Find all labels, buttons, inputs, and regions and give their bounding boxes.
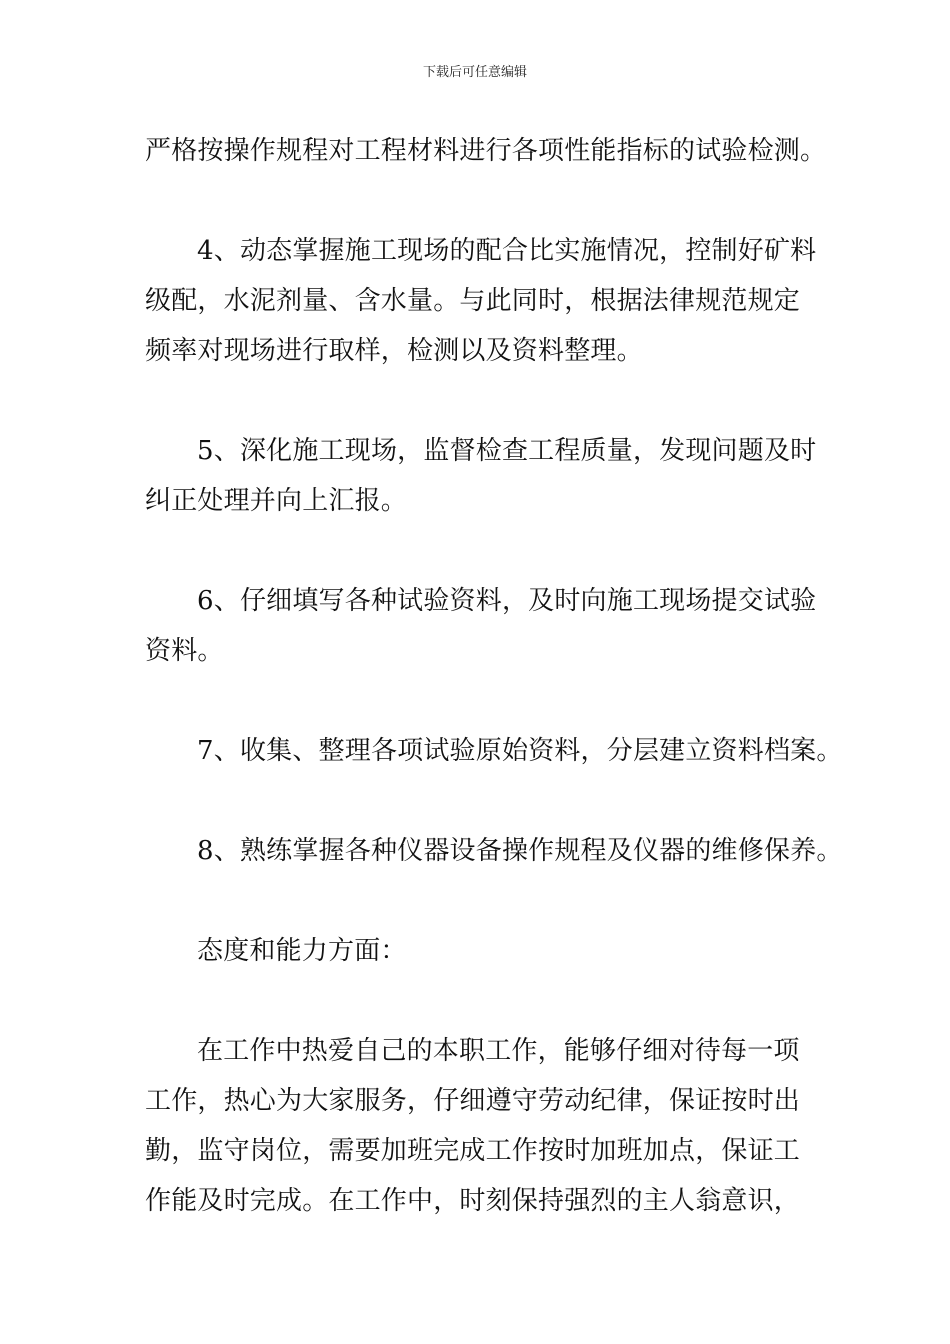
- paragraph-line: 作能及时完成。在工作中，时刻保持强烈的主人翁意识，: [145, 1186, 801, 1216]
- paragraph-line: 资料。: [145, 636, 224, 666]
- paragraph-line: 4、动态掌握施工现场的配合比实施情况，控制好矿料: [197, 236, 817, 266]
- paragraph-line: 勤，监守岗位，需要加班完成工作按时加班加点，保证工: [145, 1136, 801, 1166]
- paragraph-line: 严格按操作规程对工程材料进行各项性能指标的试验检测。: [145, 136, 827, 166]
- paragraph-line: 6、仔细填写各种试验资料，及时向施工现场提交试验: [197, 586, 817, 616]
- document-body: [145, 126, 843, 1226]
- paragraph-item-8: [145, 826, 843, 876]
- paragraph-gap: [145, 176, 810, 226]
- paragraph-gap: [145, 976, 810, 1026]
- paragraph-gap: [145, 876, 810, 926]
- paragraph-gap: [145, 376, 810, 426]
- paragraph-line: 级配，水泥剂量、含水量。与此同时，根据法律规范规定: [145, 286, 801, 316]
- header-note: 下载后可任意编辑: [422, 65, 527, 80]
- paragraph-gap: [145, 776, 810, 826]
- paragraph-line: 纠正处理并向上汇报。: [145, 486, 408, 516]
- paragraph-item-4: [145, 226, 817, 376]
- paragraph-continuation: [145, 126, 827, 176]
- section-heading: [145, 926, 810, 976]
- paragraph-gap: [145, 526, 810, 576]
- paragraph-line: 态度和能力方面：: [197, 936, 407, 966]
- paragraph-line: 5、深化施工现场，监督检查工程质量，发现问题及时: [197, 436, 817, 466]
- paragraph-line: 8、熟练掌握各种仪器设备操作规程及仪器的维修保养。: [197, 836, 843, 866]
- paragraph-attitude: [145, 1026, 810, 1226]
- paragraph-item-5: [145, 426, 817, 526]
- paragraph-item-7: [145, 726, 843, 776]
- paragraph-gap: [145, 676, 810, 726]
- paragraph-line: 7、收集、整理各项试验原始资料，分层建立资料档案。: [197, 736, 843, 766]
- paragraph-line: 工作，热心为大家服务，仔细遵守劳动纪律，保证按时出: [145, 1086, 801, 1116]
- paragraph-line: 频率对现场进行取样，检测以及资料整理。: [145, 336, 643, 366]
- paragraph-item-6: [145, 576, 817, 676]
- paragraph-line: 在工作中热爱自己的本职工作，能够仔细对待每一项: [197, 1036, 800, 1066]
